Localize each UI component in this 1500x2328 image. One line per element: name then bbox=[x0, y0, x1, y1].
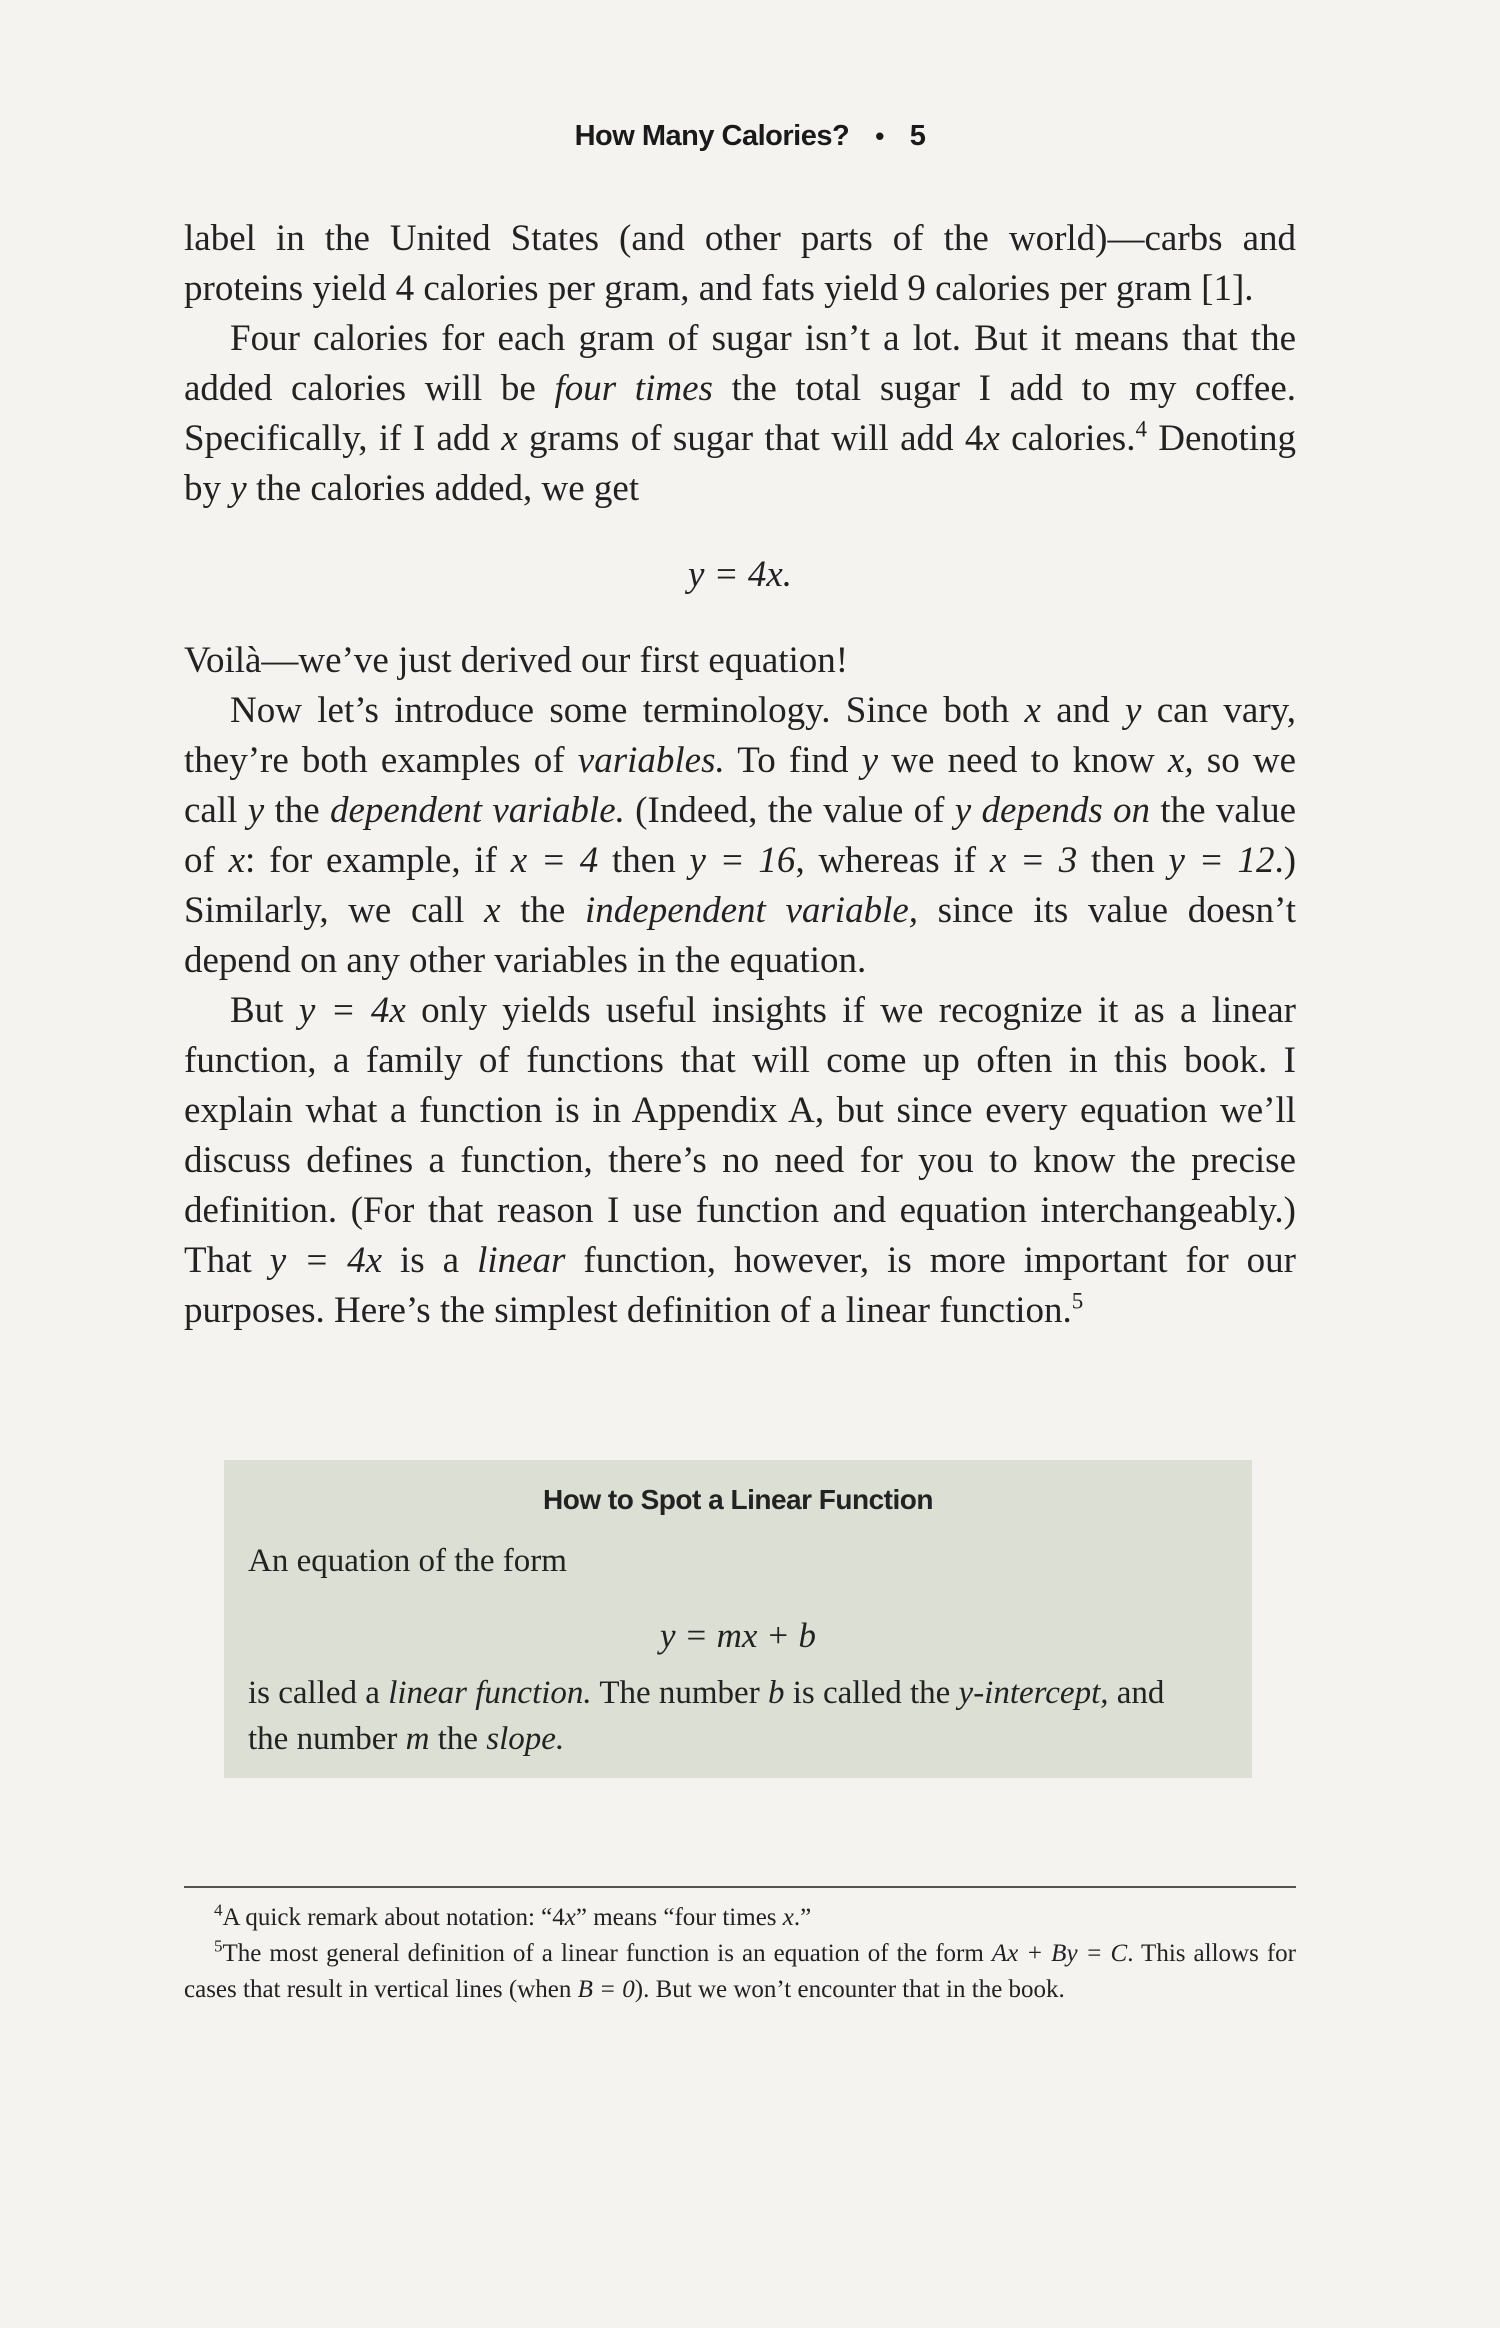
footnote-ref-4: 4 bbox=[1135, 416, 1147, 442]
equation-y-4x: y = 4x. bbox=[687, 554, 793, 595]
header-title: How Many Calories? bbox=[574, 120, 850, 152]
page-number: 5 bbox=[909, 120, 926, 152]
paragraph-3: Voilà—we’ve just derived our first equation! bbox=[184, 640, 849, 681]
definition-box bbox=[224, 1460, 1252, 1778]
definition-equation: y = mx + b bbox=[659, 1616, 817, 1655]
header-separator: • bbox=[875, 121, 884, 151]
definition-line-4: the number m the slope. bbox=[248, 1721, 565, 1757]
paragraph-5: But y = 4x only yields useful insights if we recognize it as a linear function, a family of functions that will come up often in this book. I explain what a function is in Appendix A, but since every equation we’ll discuss defines a function, there’s no need for you to know the precise definition. (For that reason I use function and equation interchangeably.) That y = 4x is a linear function, however, is more important for our purposes. Here’s the simplest definition of a linear function.$^5$ bbox=[184, 990, 1296, 1331]
body-text bbox=[184, 214, 1296, 1336]
definition-box-title: How to Spot a Linear Function bbox=[543, 1484, 933, 1515]
running-header bbox=[0, 120, 1500, 153]
footnote-4: $^4$A quick remark about notation: “4x” means “four times x.” bbox=[214, 1900, 812, 1931]
paragraph-4: Now let’s introduce some terminology. Since both x and y can vary, they’re both examples of variables. To find y we need to know x, so we call y the dependent variable. (Indeed, the value of y depends on the value of x: for example, if x = 4 then y = 16, whereas if x = 3 then y = 12.) Similarly, we call x the independent variable, since its value doesn’t depend on any other variables in the equation. bbox=[184, 690, 1297, 981]
definition-line-1: An equation of the form bbox=[248, 1543, 567, 1579]
footnote-divider bbox=[184, 1886, 1296, 1888]
definition-line-3: is called a linear function. The number b is called the y-intercept, and bbox=[248, 1675, 1165, 1711]
footnote-ref-5: 5 bbox=[1071, 1288, 1084, 1314]
footnotes bbox=[184, 1900, 1296, 2008]
paragraph-1: label in the United States (and other parts of the world)—carbs and proteins yield 4 calories per gram, and fats yield 9 calories per gram [1]. bbox=[184, 218, 1296, 309]
paragraph-2: Four calories for each gram of sugar isn’t a lot. But it means that the added calories will be four times the total sugar I add to my coffee. Specifically, if I add x grams of sugar that will add 4x calories.$^4$ Denoting by y the calories added, we get bbox=[184, 318, 1297, 509]
footnote-5: $^5$The most general definition of a linear function is an equation of the form Ax + By = C. This allows for cases that result in vertical lines (when B = 0). But we won’t encounter that in the book. bbox=[184, 1936, 1297, 2003]
